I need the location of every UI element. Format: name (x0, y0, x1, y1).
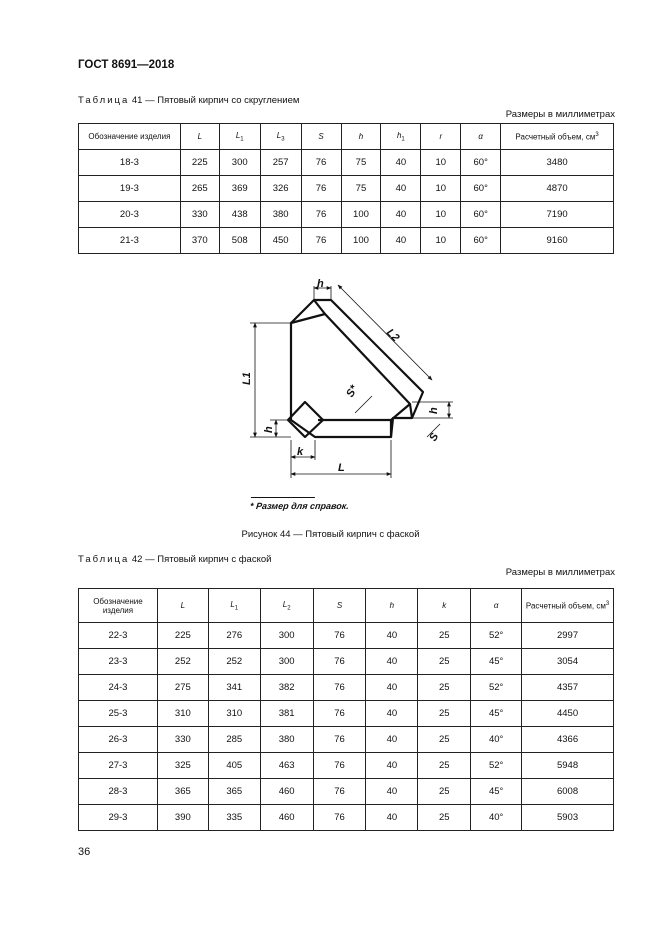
table-42-header-row (79, 589, 614, 623)
cell: 76 (313, 649, 366, 675)
caption-word: Таблица (78, 554, 130, 565)
cell: 76 (313, 701, 366, 727)
cell: 27-3 (79, 753, 158, 779)
table-row (79, 623, 614, 649)
label-L2: L2 (383, 326, 402, 345)
cell: 380 (260, 202, 301, 228)
cell: 25 (418, 701, 471, 727)
cell: 24-3 (79, 675, 158, 701)
cell: 40 (381, 176, 421, 202)
cell: 330 (157, 727, 208, 753)
cell: 365 (208, 779, 260, 805)
cell: 325 (157, 753, 208, 779)
cell: 76 (313, 675, 366, 701)
cell: 341 (208, 675, 260, 701)
label-S-right: S (427, 431, 442, 444)
cell: 405 (208, 753, 260, 779)
col-S: S (313, 589, 366, 623)
table-41-units: Размеры в миллиметрах (505, 109, 615, 120)
cell: 40 (366, 623, 418, 649)
col-volume: Расчетный объем, $см^3$ (501, 124, 614, 150)
cell: 40 (366, 805, 418, 831)
table-row (79, 649, 614, 675)
cell: 370 (180, 228, 219, 254)
cell: 10 (421, 176, 461, 202)
cell: 75 (341, 176, 381, 202)
table-41 (78, 123, 614, 254)
table-row (79, 805, 614, 831)
cell: 60° (461, 228, 501, 254)
cell: 300 (260, 649, 313, 675)
cell: 10 (421, 150, 461, 176)
cell: 326 (260, 176, 301, 202)
cell: 26-3 (79, 727, 158, 753)
cell: 9160 (501, 228, 614, 254)
cell: 40 (366, 753, 418, 779)
figure-caption: Рисунок 44 — Пятовый кирпич с фаской (241, 529, 420, 540)
cell: 45° (471, 779, 522, 805)
cell: 300 (260, 623, 313, 649)
cell: 40 (366, 701, 418, 727)
cell: 21-3 (79, 228, 181, 254)
cell: 365 (157, 779, 208, 805)
cell: 330 (180, 202, 219, 228)
cell: 5903 (522, 805, 614, 831)
table-41-header-row (79, 124, 614, 150)
table-42-caption (78, 554, 271, 565)
cell: 508 (219, 228, 260, 254)
col-L3: $L_3$ (260, 124, 301, 150)
cell: 76 (313, 805, 366, 831)
label-L: L (338, 462, 345, 474)
cell: 369 (219, 176, 260, 202)
col-alpha: α (461, 124, 501, 150)
brick-outline (288, 300, 423, 437)
cell: 4357 (522, 675, 614, 701)
cell: 76 (313, 753, 366, 779)
cell: 276 (208, 623, 260, 649)
col-r: r (421, 124, 461, 150)
cell: 52° (471, 675, 522, 701)
cell: 4366 (522, 727, 614, 753)
col-alpha: α (471, 589, 522, 623)
col-h: h (341, 124, 381, 150)
cell: 76 (313, 779, 366, 805)
label-h-top: h (317, 278, 324, 290)
col-k: k (418, 589, 471, 623)
table-row (79, 176, 614, 202)
figure-44-drawing (234, 272, 464, 484)
label-h-right: h (428, 407, 440, 414)
cell: 76 (301, 202, 341, 228)
cell: 76 (301, 228, 341, 254)
col-designation: Обозначение изделия (79, 589, 158, 623)
cell: 40° (471, 727, 522, 753)
table-row (79, 753, 614, 779)
col-designation: Обозначение изделия (79, 124, 181, 150)
cell: 252 (157, 649, 208, 675)
col-h: h (366, 589, 418, 623)
table-row (79, 675, 614, 701)
cell: 225 (180, 150, 219, 176)
cell: 45° (471, 701, 522, 727)
col-L: L (180, 124, 219, 150)
cell: 40 (366, 675, 418, 701)
cell: 20-3 (79, 202, 181, 228)
col-L2: $L_2$ (260, 589, 313, 623)
cell: 25 (418, 675, 471, 701)
cell: 23-3 (79, 649, 158, 675)
col-volume: Расчетный объем, $см^3$ (522, 589, 614, 623)
cell: 460 (260, 805, 313, 831)
cell: 29-3 (79, 805, 158, 831)
cell: 25 (418, 779, 471, 805)
cell: 25 (418, 623, 471, 649)
cell: 300 (219, 150, 260, 176)
table-41-caption (78, 95, 299, 106)
cell: 40 (366, 727, 418, 753)
cell: 76 (301, 150, 341, 176)
cell: 310 (157, 701, 208, 727)
cell: 265 (180, 176, 219, 202)
cell: 22-3 (79, 623, 158, 649)
cell: 381 (260, 701, 313, 727)
cell: 76 (313, 623, 366, 649)
page-number: 36 (78, 846, 91, 858)
cell: 382 (260, 675, 313, 701)
dimension-lines (250, 285, 453, 478)
table-row (79, 701, 614, 727)
caption-text: 41 — Пятовый кирпич со скруглением (131, 95, 300, 106)
cell: 60° (461, 202, 501, 228)
cell: 60° (461, 176, 501, 202)
cell: 285 (208, 727, 260, 753)
table-42 (78, 588, 614, 831)
cell: 45° (471, 649, 522, 675)
cell: 460 (260, 779, 313, 805)
cell: 4870 (501, 176, 614, 202)
col-h1: $h_1$ (381, 124, 421, 150)
cell: 4450 (522, 701, 614, 727)
table-row (79, 202, 614, 228)
cell: 28-3 (79, 779, 158, 805)
label-h-left: h (263, 426, 275, 433)
col-S: S (301, 124, 341, 150)
cell: 40° (471, 805, 522, 831)
cell: 25 (418, 727, 471, 753)
cell: 463 (260, 753, 313, 779)
cell: 40 (381, 228, 421, 254)
cell: 390 (157, 805, 208, 831)
cell: 60° (461, 150, 501, 176)
cell: 5948 (522, 753, 614, 779)
cell: 19-3 (79, 176, 181, 202)
table-row (79, 228, 614, 254)
label-S: S* (344, 383, 361, 400)
cell: 2997 (522, 623, 614, 649)
cell: 100 (341, 228, 381, 254)
cell: 25 (418, 805, 471, 831)
caption-text: 42 — Пятовый кирпич с фаской (131, 554, 272, 565)
cell: 310 (208, 701, 260, 727)
caption-word: Таблица (78, 95, 130, 106)
cell: 225 (157, 623, 208, 649)
table-row (79, 779, 614, 805)
cell: 75 (341, 150, 381, 176)
cell: 257 (260, 150, 301, 176)
cell: 76 (301, 176, 341, 202)
cell: 25-3 (79, 701, 158, 727)
cell: 40 (366, 779, 418, 805)
cell: 76 (313, 727, 366, 753)
cell: 52° (471, 753, 522, 779)
col-L1: $L_1$ (208, 589, 260, 623)
cell: 18-3 (79, 150, 181, 176)
cell: 52° (471, 623, 522, 649)
cell: 438 (219, 202, 260, 228)
figure-footnote: * Размер для справок. (249, 501, 350, 511)
cell: 3054 (522, 649, 614, 675)
cell: 6008 (522, 779, 614, 805)
table-42-units: Размеры в миллиметрах (505, 567, 615, 578)
cell: 380 (260, 727, 313, 753)
cell: 40 (381, 150, 421, 176)
cell: 40 (381, 202, 421, 228)
document-code: ГОСТ 8691—2018 (78, 59, 175, 71)
cell: 40 (366, 649, 418, 675)
table-row (79, 150, 614, 176)
cell: 10 (421, 228, 461, 254)
col-L: L (157, 589, 208, 623)
label-L1: L1 (241, 372, 253, 385)
cell: 10 (421, 202, 461, 228)
cell: 25 (418, 649, 471, 675)
cell: 25 (418, 753, 471, 779)
cell: 275 (157, 675, 208, 701)
cell: 3480 (501, 150, 614, 176)
cell: 252 (208, 649, 260, 675)
cell: 7190 (501, 202, 614, 228)
cell: 100 (341, 202, 381, 228)
cell: 335 (208, 805, 260, 831)
label-k: k (297, 446, 304, 458)
cell: 450 (260, 228, 301, 254)
col-L1: $L_1$ (219, 124, 260, 150)
table-row (79, 727, 614, 753)
